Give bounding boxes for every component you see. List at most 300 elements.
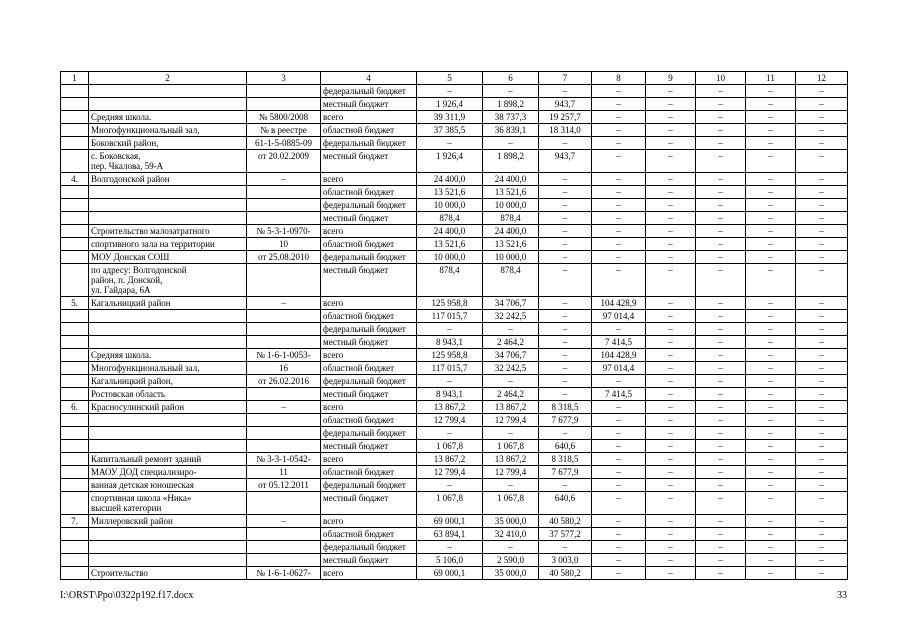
value-cell: – [796, 186, 848, 199]
column-header: 4 [321, 72, 417, 85]
item-number-cell [61, 238, 89, 251]
value-cell: – [539, 427, 592, 440]
value-cell: – [796, 492, 848, 515]
value-cell: 878,4 [483, 212, 539, 225]
table-row [61, 349, 848, 362]
value-cell: 943,7 [539, 150, 592, 173]
value-cell: – [592, 528, 646, 541]
value-cell: – [646, 137, 696, 150]
object-name-cell [89, 541, 247, 554]
value-cell: – [417, 85, 483, 98]
item-number-cell [61, 492, 89, 515]
budget-source-cell: федеральный бюджет [321, 199, 417, 212]
registry-number-cell [247, 264, 321, 297]
value-cell: – [696, 528, 746, 541]
column-header: 5 [417, 72, 483, 85]
object-name-cell: Ростовская область [89, 388, 247, 401]
item-number-cell [61, 323, 89, 336]
value-cell: – [696, 554, 746, 567]
value-cell: – [417, 541, 483, 554]
table-row [61, 85, 848, 98]
item-number-cell: 6. [61, 401, 89, 414]
value-cell: – [539, 336, 592, 349]
budget-source-cell: местный бюджет [321, 212, 417, 225]
value-cell: – [796, 554, 848, 567]
budget-source-cell: федеральный бюджет [321, 251, 417, 264]
value-cell: – [746, 375, 796, 388]
value-cell: – [696, 212, 746, 225]
registry-number-cell: 61-1-5-0885-09 [247, 137, 321, 150]
object-name-cell [89, 414, 247, 427]
registry-number-cell: № в реестре [247, 124, 321, 137]
registry-number-cell: № 1-6-1-0053- [247, 349, 321, 362]
item-number-cell [61, 349, 89, 362]
table-row [61, 414, 848, 427]
value-cell: – [417, 323, 483, 336]
value-cell: 878,4 [417, 264, 483, 297]
value-cell: 1 926,4 [417, 150, 483, 173]
value-cell: – [696, 186, 746, 199]
budget-source-cell: всего [321, 225, 417, 238]
table-row [61, 388, 848, 401]
value-cell: 8 943,1 [417, 336, 483, 349]
value-cell: – [796, 427, 848, 440]
value-cell: – [796, 297, 848, 310]
value-cell: – [592, 137, 646, 150]
value-cell: 24 400,0 [417, 173, 483, 186]
value-cell: 8 943,1 [417, 388, 483, 401]
value-cell: – [796, 173, 848, 186]
item-number-cell [61, 388, 89, 401]
value-cell: – [539, 375, 592, 388]
value-cell: – [417, 137, 483, 150]
value-cell: 39 311,9 [417, 111, 483, 124]
value-cell: – [646, 427, 696, 440]
value-cell: – [539, 199, 592, 212]
column-header: 10 [696, 72, 746, 85]
value-cell: – [646, 98, 696, 111]
value-cell: – [592, 466, 646, 479]
value-cell: – [796, 388, 848, 401]
value-cell: 878,4 [417, 212, 483, 225]
object-name-cell: Красносулинский район [89, 401, 247, 414]
value-cell: – [592, 238, 646, 251]
value-cell: 37 385,5 [417, 124, 483, 137]
value-cell: 2 464,2 [483, 388, 539, 401]
object-name-cell [89, 554, 247, 567]
value-cell: 97 014,4 [592, 310, 646, 323]
column-header: 8 [592, 72, 646, 85]
value-cell: 13 867,2 [417, 401, 483, 414]
value-cell: – [746, 212, 796, 225]
value-cell: 35 000,0 [483, 567, 539, 580]
table-row [61, 310, 848, 323]
column-header: 1 [61, 72, 89, 85]
value-cell: – [696, 323, 746, 336]
object-name-cell: Средняя школа. [89, 111, 247, 124]
value-cell: – [746, 492, 796, 515]
value-cell: – [746, 528, 796, 541]
value-cell: 13 521,6 [417, 186, 483, 199]
value-cell: 32 242,5 [483, 310, 539, 323]
value-cell: – [483, 85, 539, 98]
value-cell: 38 737,3 [483, 111, 539, 124]
value-cell: – [539, 541, 592, 554]
budget-source-cell: федеральный бюджет [321, 541, 417, 554]
item-number-cell [61, 199, 89, 212]
value-cell: – [746, 388, 796, 401]
value-cell: – [646, 567, 696, 580]
value-cell: – [696, 349, 746, 362]
value-cell: 7 414,5 [592, 336, 646, 349]
item-number-cell: 5. [61, 297, 89, 310]
value-cell: – [646, 375, 696, 388]
value-cell: – [746, 440, 796, 453]
file-path: I:\ORST\Ppo\0322p192.f17.docx [60, 590, 194, 601]
budget-source-cell: областной бюджет [321, 238, 417, 251]
item-number-cell: 4. [61, 173, 89, 186]
value-cell: – [796, 150, 848, 173]
value-cell: 1 067,8 [417, 440, 483, 453]
value-cell: 125 958,8 [417, 349, 483, 362]
value-cell: – [746, 264, 796, 297]
item-number-cell [61, 150, 89, 173]
value-cell: 32 242,5 [483, 362, 539, 375]
registry-number-cell: от 25.08.2010 [247, 251, 321, 264]
budget-source-cell: федеральный бюджет [321, 375, 417, 388]
value-cell: – [646, 362, 696, 375]
value-cell: 40 580,2 [539, 567, 592, 580]
value-cell: 19 257,7 [539, 111, 592, 124]
item-number-cell [61, 362, 89, 375]
item-number-cell [61, 111, 89, 124]
budget-source-cell: всего [321, 349, 417, 362]
value-cell: – [746, 310, 796, 323]
item-number-cell [61, 310, 89, 323]
object-name-cell [89, 323, 247, 336]
object-name-cell [89, 85, 247, 98]
value-cell: – [483, 427, 539, 440]
budget-source-cell: местный бюджет [321, 264, 417, 297]
object-name-cell [89, 440, 247, 453]
value-cell: 640,6 [539, 440, 592, 453]
column-header: 6 [483, 72, 539, 85]
value-cell: 943,7 [539, 98, 592, 111]
item-number-cell [61, 567, 89, 580]
value-cell: 12 799,4 [483, 414, 539, 427]
item-number-cell [61, 541, 89, 554]
registry-number-cell: – [247, 297, 321, 310]
value-cell: – [592, 251, 646, 264]
registry-number-cell [247, 212, 321, 225]
value-cell: 1 898,2 [483, 98, 539, 111]
table-row [61, 492, 848, 515]
column-header: 11 [746, 72, 796, 85]
value-cell: – [696, 479, 746, 492]
table-row [61, 124, 848, 137]
table-row [61, 264, 848, 297]
value-cell: – [696, 98, 746, 111]
object-name-cell: спортивного зала на территории [89, 238, 247, 251]
registry-number-cell [247, 98, 321, 111]
value-cell: 104 428,9 [592, 297, 646, 310]
value-cell: – [796, 362, 848, 375]
value-cell: – [796, 414, 848, 427]
value-cell: – [796, 440, 848, 453]
value-cell: – [696, 297, 746, 310]
object-name-cell: ванная детская юношеская [89, 479, 247, 492]
value-cell: – [696, 310, 746, 323]
value-cell: – [696, 362, 746, 375]
table-row [61, 479, 848, 492]
value-cell: – [696, 124, 746, 137]
value-cell: – [796, 212, 848, 225]
value-cell: 35 000,0 [483, 515, 539, 528]
column-header: 9 [646, 72, 696, 85]
value-cell: – [746, 362, 796, 375]
value-cell: – [646, 492, 696, 515]
value-cell: – [796, 375, 848, 388]
value-cell: 36 839,1 [483, 124, 539, 137]
registry-number-cell [247, 541, 321, 554]
registry-number-cell [247, 310, 321, 323]
registry-number-cell [247, 492, 321, 515]
value-cell: – [796, 111, 848, 124]
value-cell: – [746, 297, 796, 310]
value-cell: – [696, 453, 746, 466]
value-cell: – [646, 401, 696, 414]
table-row [61, 199, 848, 212]
item-number-cell [61, 264, 89, 297]
table-row [61, 554, 848, 567]
value-cell: – [696, 264, 746, 297]
value-cell: – [592, 150, 646, 173]
value-cell: – [746, 111, 796, 124]
value-cell: – [796, 515, 848, 528]
item-number-cell [61, 225, 89, 238]
registry-number-cell: от 26.02.2016 [247, 375, 321, 388]
value-cell: 1 067,8 [483, 492, 539, 515]
value-cell: – [696, 515, 746, 528]
value-cell: – [539, 225, 592, 238]
item-number-cell [61, 251, 89, 264]
column-header: 12 [796, 72, 848, 85]
value-cell: – [592, 85, 646, 98]
value-cell: – [696, 401, 746, 414]
value-cell: – [417, 427, 483, 440]
value-cell: 104 428,9 [592, 349, 646, 362]
object-name-cell [89, 310, 247, 323]
value-cell: – [746, 479, 796, 492]
value-cell: – [746, 414, 796, 427]
registry-number-cell [247, 85, 321, 98]
value-cell: – [796, 349, 848, 362]
page-number: 33 [837, 590, 847, 601]
value-cell: – [539, 264, 592, 297]
value-cell: – [483, 137, 539, 150]
budget-source-cell: местный бюджет [321, 492, 417, 515]
value-cell: – [592, 515, 646, 528]
value-cell: – [746, 225, 796, 238]
budget-source-cell: местный бюджет [321, 98, 417, 111]
value-cell: – [796, 528, 848, 541]
value-cell: 12 799,4 [417, 414, 483, 427]
value-cell: 63 894,1 [417, 528, 483, 541]
object-name-cell: Средняя школа. [89, 349, 247, 362]
value-cell: – [696, 150, 746, 173]
value-cell: – [646, 111, 696, 124]
table-row [61, 466, 848, 479]
object-name-cell: Многофункциональный зал, [89, 124, 247, 137]
value-cell: – [646, 453, 696, 466]
value-cell: 34 706,7 [483, 349, 539, 362]
value-cell: – [696, 466, 746, 479]
registry-number-cell: – [247, 401, 321, 414]
budget-source-cell: федеральный бюджет [321, 479, 417, 492]
object-name-cell [89, 528, 247, 541]
value-cell: – [696, 492, 746, 515]
column-header: 7 [539, 72, 592, 85]
value-cell: 10 000,0 [483, 251, 539, 264]
value-cell: 1 067,8 [417, 492, 483, 515]
table-row [61, 297, 848, 310]
registry-number-cell: от 20.02.2009 [247, 150, 321, 173]
value-cell: – [796, 199, 848, 212]
registry-number-cell [247, 199, 321, 212]
value-cell: – [592, 323, 646, 336]
value-cell: – [796, 453, 848, 466]
object-name-cell: по адресу: Волгодонской район, п. Донской, ул. Гайдара, 6А [89, 264, 247, 297]
value-cell: 13 521,6 [483, 238, 539, 251]
value-cell: – [796, 466, 848, 479]
value-cell: 7 677,9 [539, 466, 592, 479]
object-name-cell: Боковский район, [89, 137, 247, 150]
value-cell: – [796, 401, 848, 414]
registry-number-cell: № 1-6-1-0627- [247, 567, 321, 580]
table-row [61, 323, 848, 336]
value-cell: – [696, 199, 746, 212]
object-name-cell [89, 199, 247, 212]
value-cell: – [796, 323, 848, 336]
value-cell: – [646, 199, 696, 212]
table-row [61, 375, 848, 388]
value-cell: – [696, 414, 746, 427]
value-cell: 2 464,2 [483, 336, 539, 349]
value-cell: 117 015,7 [417, 310, 483, 323]
value-cell: – [796, 124, 848, 137]
table-row [61, 440, 848, 453]
value-cell: – [592, 124, 646, 137]
value-cell: – [796, 567, 848, 580]
value-cell: – [592, 98, 646, 111]
item-number-cell [61, 336, 89, 349]
item-number-cell [61, 453, 89, 466]
object-name-cell: Кагальницкий район [89, 297, 247, 310]
table-row [61, 401, 848, 414]
value-cell: 640,6 [539, 492, 592, 515]
item-number-cell [61, 427, 89, 440]
value-cell: – [796, 336, 848, 349]
object-name-cell: Волгодонской район [89, 173, 247, 186]
budget-source-cell: всего [321, 453, 417, 466]
budget-source-cell: федеральный бюджет [321, 323, 417, 336]
table-row [61, 567, 848, 580]
value-cell: – [592, 554, 646, 567]
budget-source-cell: местный бюджет [321, 150, 417, 173]
value-cell: – [539, 310, 592, 323]
object-name-cell: Многофункциональный зал, [89, 362, 247, 375]
value-cell: – [646, 173, 696, 186]
value-cell: – [646, 541, 696, 554]
table-row [61, 528, 848, 541]
value-cell: – [592, 375, 646, 388]
registry-number-cell [247, 528, 321, 541]
item-number-cell [61, 554, 89, 567]
value-cell: – [746, 124, 796, 137]
table-row [61, 173, 848, 186]
value-cell: – [592, 541, 646, 554]
object-name-cell: Строительство [89, 567, 247, 580]
budget-source-cell: федеральный бюджет [321, 137, 417, 150]
value-cell: – [696, 85, 746, 98]
value-cell: – [539, 297, 592, 310]
value-cell: 12 799,4 [483, 466, 539, 479]
item-number-cell [61, 414, 89, 427]
value-cell: 32 410,0 [483, 528, 539, 541]
table-row [61, 362, 848, 375]
value-cell: – [592, 186, 646, 199]
registry-number-cell [247, 186, 321, 199]
budget-source-cell: областной бюджет [321, 466, 417, 479]
value-cell: – [746, 466, 796, 479]
value-cell: – [746, 173, 796, 186]
value-cell: – [646, 238, 696, 251]
value-cell: – [646, 479, 696, 492]
value-cell: – [646, 225, 696, 238]
value-cell: – [646, 554, 696, 567]
value-cell: 10 000,0 [483, 199, 539, 212]
header-row [61, 72, 848, 85]
value-cell: – [746, 427, 796, 440]
value-cell: – [539, 137, 592, 150]
value-cell: – [592, 264, 646, 297]
value-cell: 13 521,6 [417, 238, 483, 251]
value-cell: – [539, 362, 592, 375]
value-cell: 69 000,1 [417, 515, 483, 528]
object-name-cell [89, 186, 247, 199]
value-cell: – [646, 150, 696, 173]
value-cell: 1 067,8 [483, 440, 539, 453]
value-cell: – [592, 414, 646, 427]
value-cell: 10 000,0 [417, 251, 483, 264]
value-cell: – [696, 388, 746, 401]
object-name-cell [89, 212, 247, 225]
value-cell: – [592, 479, 646, 492]
object-name-cell: Миллеровский район [89, 515, 247, 528]
value-cell: – [646, 297, 696, 310]
value-cell: – [646, 310, 696, 323]
value-cell: – [796, 264, 848, 297]
value-cell: – [646, 528, 696, 541]
item-number-cell [61, 479, 89, 492]
registry-number-cell [247, 554, 321, 567]
item-number-cell [61, 440, 89, 453]
value-cell: 34 706,7 [483, 297, 539, 310]
table-row [61, 515, 848, 528]
budget-source-cell: федеральный бюджет [321, 427, 417, 440]
registry-number-cell: 11 [247, 466, 321, 479]
value-cell: 8 318,5 [539, 401, 592, 414]
